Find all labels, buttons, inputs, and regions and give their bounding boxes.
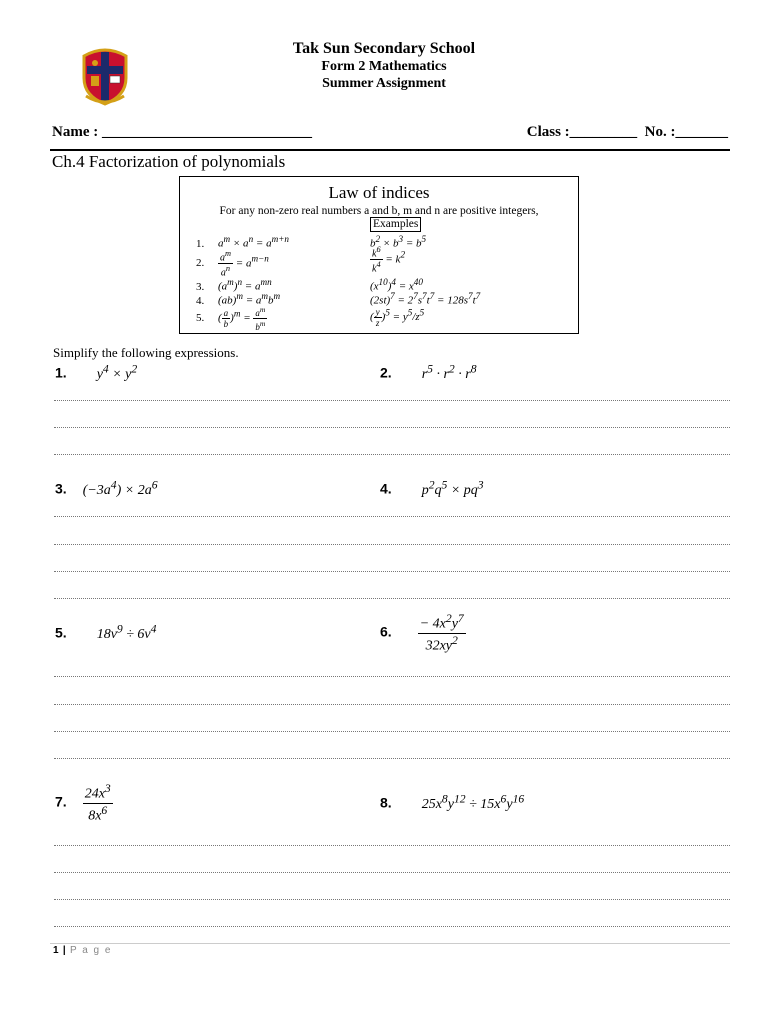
example-1: $b^2 \times b^3 = b^5$	[370, 234, 427, 250]
assignment-title: Summer Assignment	[322, 76, 446, 91]
answer-line[interactable]	[54, 676, 730, 677]
question-6: 6. $\frac{- 4x^2y^7}{32xy^2}$	[380, 612, 464, 654]
question-5: 5. $18v^9 \div 6v^4$	[55, 622, 157, 642]
law-5: 5. ( $\frac{a}{b}$ )$^m$ = $\frac{a^m}{b^m}$	[196, 305, 266, 332]
answer-line[interactable]	[54, 516, 730, 517]
page-label: P a g e	[69, 945, 112, 956]
examples-label: Examples	[370, 217, 421, 232]
answer-line[interactable]	[54, 571, 730, 572]
question-number: 5.	[55, 624, 67, 641]
question-number: 6.	[380, 623, 392, 640]
chapter-title: Ch.4 Factorization of polynomials	[52, 152, 286, 171]
name-field[interactable]	[52, 124, 312, 141]
answer-line[interactable]	[54, 926, 730, 927]
example-3: $(x^{10})^4 = x^{40}$	[370, 277, 423, 293]
answer-line[interactable]	[54, 400, 730, 401]
answer-line[interactable]	[54, 731, 730, 732]
question-1: 1. $y^4 \times y^2$	[55, 362, 138, 382]
question-7: 7. $\frac{24x^3}{8x^6}$	[55, 782, 111, 824]
page-number: 1	[53, 945, 59, 956]
answer-line[interactable]	[54, 758, 730, 759]
question-number: 4.	[380, 480, 392, 497]
example-5: ( $\frac{y}{z}$ )$^5 = y^5/z^5$	[370, 307, 425, 328]
example-2: $\frac{k^6}{k^4}$ = $k^2$	[372, 245, 406, 275]
header-divider	[50, 149, 730, 151]
question-number: 7.	[55, 793, 67, 810]
law-3: 3. $(a^m)^n = a^{mn}$	[196, 277, 272, 293]
instruction-text: Simplify the following expressions.	[53, 345, 239, 360]
answer-line[interactable]	[54, 427, 730, 428]
subject-title: Form 2 Mathematics	[321, 59, 447, 74]
law-of-indices-box	[179, 176, 579, 334]
school-name: Tak Sun Secondary School	[292, 40, 476, 57]
question-number: 2.	[380, 364, 392, 381]
example-4: $(2st)^7 = 2^7s^7t^7 = 128s^7t^7$	[370, 291, 481, 307]
answer-line[interactable]	[54, 899, 730, 900]
question-3: 3. $(-3a^4) \times 2a^6$	[55, 478, 158, 498]
law-box-subtitle: For any non-zero real numbers a and b, m and n are positive integers,	[219, 205, 539, 217]
answer-line[interactable]	[54, 598, 730, 599]
question-2: 2. $r^5 \cdot r^2 \cdot r^8$	[380, 362, 477, 382]
page-separator: |	[62, 945, 66, 956]
page-footer	[53, 945, 112, 956]
name-label: Name :	[52, 124, 99, 140]
number-field[interactable]: No. :_______	[644, 124, 728, 140]
class-field[interactable]: Class :_________	[526, 124, 638, 140]
question-8: 8. $25x^8y^{12} \div 15x^6y^{16}$	[380, 792, 525, 812]
law-box-title: Law of indices	[328, 183, 430, 202]
answer-line[interactable]	[54, 704, 730, 705]
question-4: 4. $p^2q^5 \times pq^3$	[380, 478, 484, 498]
answer-line[interactable]	[54, 845, 730, 846]
student-info-row	[52, 124, 728, 144]
question-number: 1.	[55, 364, 67, 381]
answer-line[interactable]	[54, 544, 730, 545]
law-2: 2. $\frac{a^m}{a^n}$ = $a^{m-n}$	[196, 249, 269, 279]
law-4: 4. $(ab)^m = a^mb^m$	[196, 291, 281, 307]
answer-line[interactable]	[54, 454, 730, 455]
question-number: 3.	[55, 480, 67, 497]
name-blank[interactable]: ____________________________	[101, 124, 312, 140]
answer-line[interactable]	[54, 872, 730, 873]
question-number: 8.	[380, 794, 392, 811]
law-1: 1. $a^m \times a^n = a^{m+n}$	[196, 234, 289, 250]
footer-divider	[50, 943, 730, 944]
class-number-fields[interactable]	[527, 124, 728, 141]
